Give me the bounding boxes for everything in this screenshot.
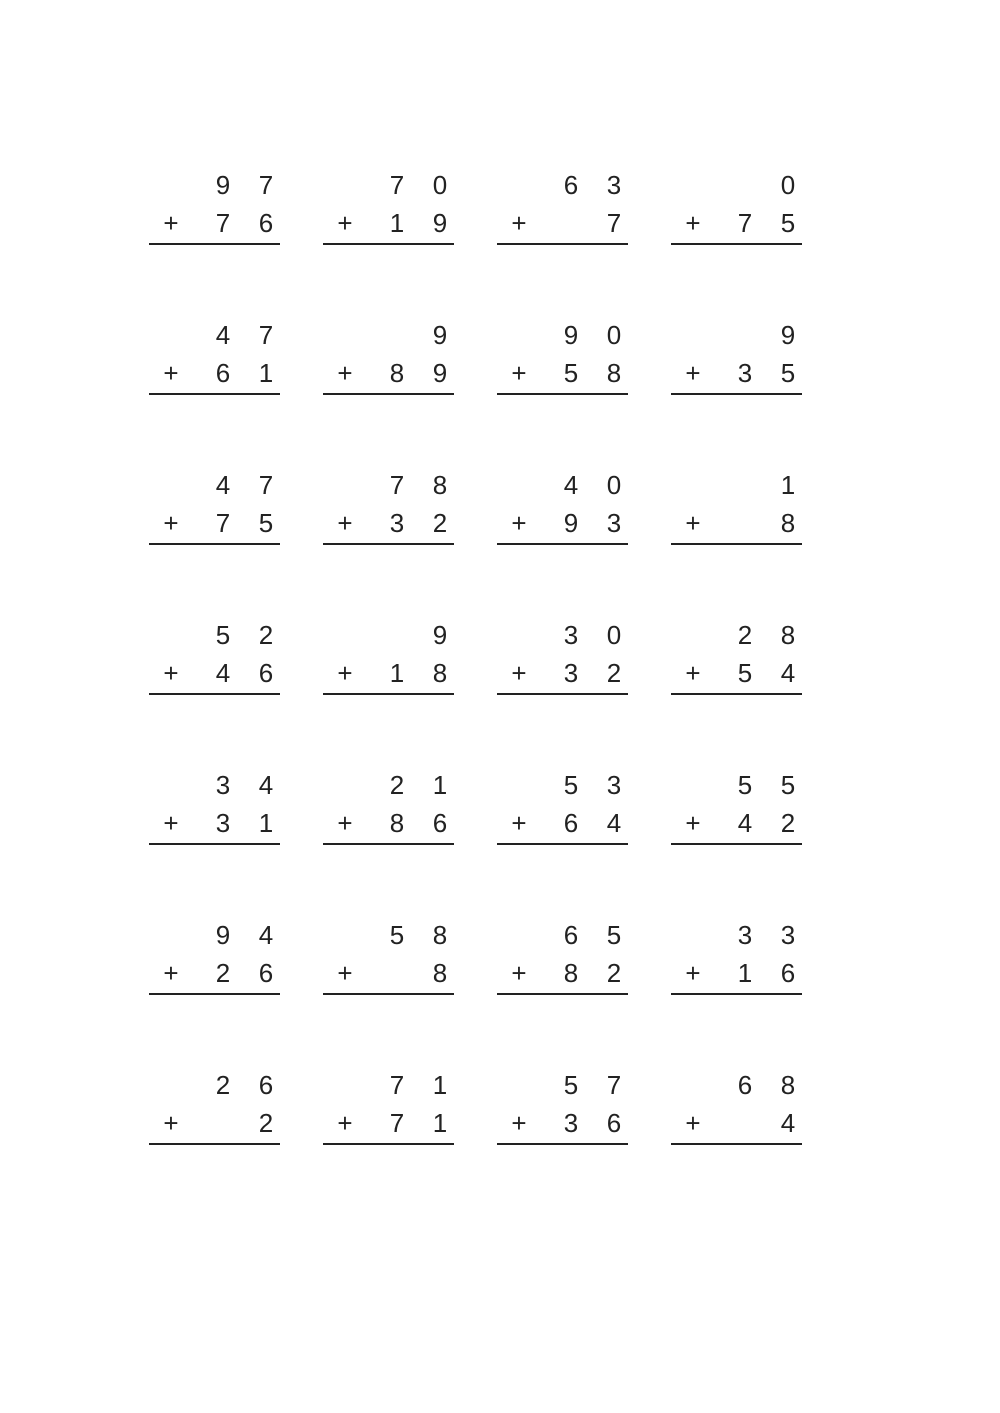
addition-problem [149,920,280,1006]
addend-bottom-tens: 6 [215,358,231,388]
answer-line [323,993,454,995]
addition-problem [497,1070,628,1156]
addend-top-ones: 0 [606,620,622,650]
addition-problem [149,470,280,556]
addend-top-ones: 7 [258,470,274,500]
plus-sign: + [685,508,701,538]
addend-bottom-ones: 1 [432,1108,448,1138]
plus-sign: + [337,1108,353,1138]
addition-problem [497,770,628,856]
answer-line [671,393,802,395]
answer-line [323,543,454,545]
answer-line [149,693,280,695]
answer-line [497,243,628,245]
answer-line [497,1143,628,1145]
addend-bottom-ones: 8 [432,958,448,988]
addend-bottom-ones: 6 [258,658,274,688]
addend-bottom-ones: 5 [258,508,274,538]
addend-bottom-ones: 8 [432,658,448,688]
addend-top-tens: 4 [563,470,579,500]
answer-line [497,543,628,545]
answer-line [497,843,628,845]
addition-problem [149,320,280,406]
addend-bottom-tens: 7 [215,508,231,538]
plus-sign: + [163,808,179,838]
addend-bottom-tens: 4 [215,658,231,688]
answer-line [149,843,280,845]
addend-top-tens: 4 [215,320,231,350]
addition-problem [323,920,454,1006]
addend-top-ones: 7 [258,170,274,200]
answer-line [671,843,802,845]
addend-bottom-tens: 2 [215,958,231,988]
addend-top-tens: 6 [563,920,579,950]
addition-problem [323,770,454,856]
addend-top-tens: 2 [737,620,753,650]
plus-sign: + [511,958,527,988]
addend-bottom-tens: 3 [563,658,579,688]
addend-top-ones: 3 [780,920,796,950]
addition-problem [497,620,628,706]
answer-line [323,243,454,245]
addition-problem [149,1070,280,1156]
addend-top-tens: 6 [563,170,579,200]
addend-bottom-tens: 1 [389,658,405,688]
plus-sign: + [337,808,353,838]
addend-top-tens: 9 [563,320,579,350]
answer-line [323,693,454,695]
addend-bottom-ones: 1 [258,358,274,388]
addition-problem [497,920,628,1006]
plus-sign: + [163,208,179,238]
plus-sign: + [337,358,353,388]
addend-bottom-ones: 2 [606,658,622,688]
addend-bottom-ones: 6 [258,958,274,988]
addend-bottom-ones: 1 [258,808,274,838]
addend-bottom-tens: 9 [563,508,579,538]
addend-bottom-ones: 8 [606,358,622,388]
addend-bottom-ones: 6 [780,958,796,988]
addend-bottom-tens: 7 [389,1108,405,1138]
addition-problem [671,320,802,406]
addend-bottom-tens: 1 [737,958,753,988]
addend-bottom-ones: 2 [432,508,448,538]
plus-sign: + [685,658,701,688]
answer-line [497,693,628,695]
addend-bottom-ones: 4 [780,1108,796,1138]
addend-top-ones: 2 [258,620,274,650]
answer-line [149,543,280,545]
plus-sign: + [163,958,179,988]
addend-top-ones: 5 [606,920,622,950]
addend-top-tens: 7 [389,470,405,500]
plus-sign: + [163,508,179,538]
answer-line [671,1143,802,1145]
addend-top-ones: 8 [780,1070,796,1100]
addition-problem [671,770,802,856]
addend-top-ones: 5 [780,770,796,800]
addend-top-tens: 4 [215,470,231,500]
addend-bottom-ones: 3 [606,508,622,538]
addend-bottom-tens: 8 [563,958,579,988]
plus-sign: + [163,658,179,688]
addend-bottom-tens: 7 [215,208,231,238]
addend-bottom-ones: 2 [606,958,622,988]
addition-problem [497,470,628,556]
plus-sign: + [685,1108,701,1138]
plus-sign: + [337,208,353,238]
addend-top-ones: 1 [780,470,796,500]
addend-bottom-ones: 7 [606,208,622,238]
addition-problem [149,620,280,706]
answer-line [149,243,280,245]
answer-line [497,393,628,395]
addition-problem [323,320,454,406]
addend-bottom-tens: 3 [389,508,405,538]
addend-bottom-tens: 6 [563,808,579,838]
addend-top-tens: 5 [563,1070,579,1100]
addend-top-ones: 4 [258,770,274,800]
addend-top-ones: 9 [432,320,448,350]
plus-sign: + [337,958,353,988]
addition-problem [323,170,454,256]
plus-sign: + [337,658,353,688]
plus-sign: + [511,358,527,388]
addition-problem [671,620,802,706]
addend-bottom-tens: 5 [737,658,753,688]
addition-problem [149,170,280,256]
addend-bottom-ones: 6 [258,208,274,238]
addend-bottom-tens: 3 [215,808,231,838]
addend-top-ones: 4 [258,920,274,950]
addend-bottom-ones: 2 [258,1108,274,1138]
addition-problem [671,1070,802,1156]
addend-bottom-ones: 9 [432,208,448,238]
addend-bottom-tens: 8 [389,808,405,838]
addend-top-ones: 8 [780,620,796,650]
addend-top-tens: 9 [215,170,231,200]
addend-top-ones: 3 [606,170,622,200]
addend-top-tens: 9 [215,920,231,950]
addend-bottom-tens: 3 [563,1108,579,1138]
addend-top-tens: 3 [563,620,579,650]
addend-top-ones: 0 [606,320,622,350]
plus-sign: + [685,958,701,988]
plus-sign: + [163,1108,179,1138]
addition-problem [323,1070,454,1156]
addend-top-ones: 7 [258,320,274,350]
addition-problem [323,620,454,706]
addend-bottom-ones: 5 [780,208,796,238]
addend-top-tens: 6 [737,1070,753,1100]
answer-line [671,543,802,545]
plus-sign: + [685,358,701,388]
addend-bottom-ones: 6 [432,808,448,838]
answer-line [323,393,454,395]
plus-sign: + [685,808,701,838]
addend-top-ones: 8 [432,470,448,500]
addend-bottom-ones: 4 [780,658,796,688]
addend-top-tens: 3 [215,770,231,800]
addend-bottom-ones: 4 [606,808,622,838]
addend-top-ones: 0 [780,170,796,200]
addend-bottom-ones: 5 [780,358,796,388]
addend-top-tens: 3 [737,920,753,950]
addend-bottom-tens: 1 [389,208,405,238]
addend-top-ones: 1 [432,1070,448,1100]
addend-top-ones: 6 [258,1070,274,1100]
addition-problem [497,170,628,256]
addend-top-tens: 7 [389,1070,405,1100]
addend-bottom-ones: 8 [780,508,796,538]
addend-bottom-ones: 2 [780,808,796,838]
addend-bottom-ones: 9 [432,358,448,388]
addition-problem [149,770,280,856]
addend-top-ones: 0 [606,470,622,500]
addend-bottom-tens: 7 [737,208,753,238]
answer-line [149,1143,280,1145]
plus-sign: + [511,1108,527,1138]
addend-top-tens: 7 [389,170,405,200]
plus-sign: + [685,208,701,238]
addend-top-ones: 3 [606,770,622,800]
addition-problem [671,470,802,556]
addend-bottom-tens: 8 [389,358,405,388]
plus-sign: + [163,358,179,388]
addition-problem [497,320,628,406]
answer-line [149,993,280,995]
answer-line [671,993,802,995]
plus-sign: + [337,508,353,538]
addition-problem [671,920,802,1006]
addend-bottom-tens: 3 [737,358,753,388]
addend-top-tens: 2 [389,770,405,800]
addend-bottom-tens: 4 [737,808,753,838]
answer-line [323,843,454,845]
addend-top-tens: 5 [737,770,753,800]
addend-top-ones: 9 [432,620,448,650]
answer-line [671,243,802,245]
addend-top-ones: 0 [432,170,448,200]
addend-top-tens: 5 [215,620,231,650]
addend-top-tens: 5 [563,770,579,800]
addend-top-ones: 8 [432,920,448,950]
addend-bottom-ones: 6 [606,1108,622,1138]
addend-top-tens: 2 [215,1070,231,1100]
plus-sign: + [511,808,527,838]
answer-line [497,993,628,995]
answer-line [149,393,280,395]
plus-sign: + [511,208,527,238]
addend-top-ones: 1 [432,770,448,800]
plus-sign: + [511,658,527,688]
answer-line [323,1143,454,1145]
addend-top-ones: 9 [780,320,796,350]
addend-top-tens: 5 [389,920,405,950]
addition-problem [323,470,454,556]
plus-sign: + [511,508,527,538]
addition-problem [671,170,802,256]
addend-bottom-tens: 5 [563,358,579,388]
addend-top-ones: 7 [606,1070,622,1100]
answer-line [671,693,802,695]
